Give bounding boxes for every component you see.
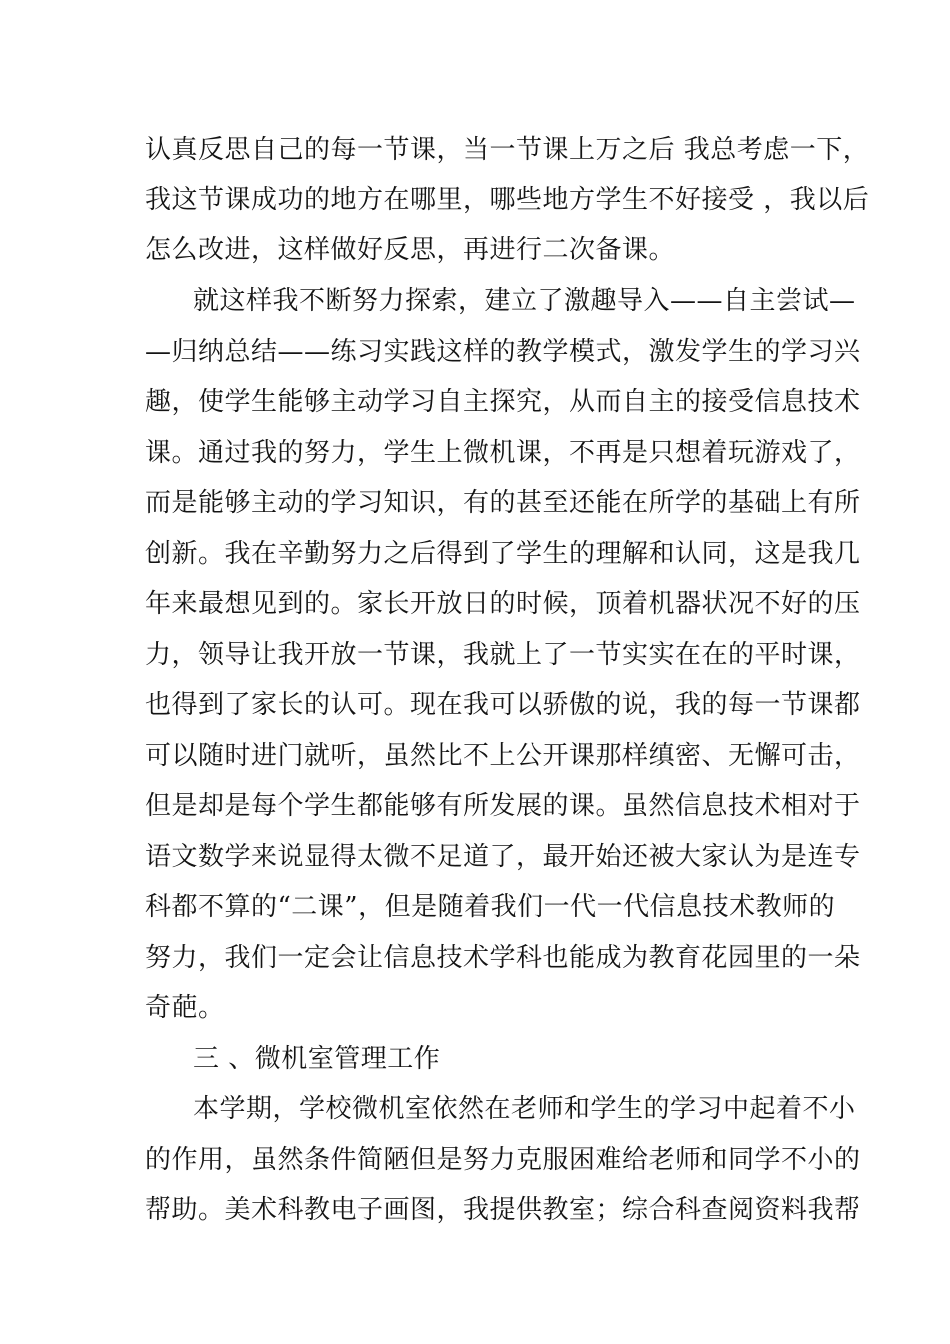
text-line: —归纳总结——练习实践这样的教学模式，激发学生的学习兴 [145,337,861,367]
text-line: 帮助。美术科教电子画图，我提供教室；综合科查阅资料我帮 [145,1195,861,1225]
text-line: 但是却是每个学生都能够有所发展的课。虽然信息技术相对于 [145,791,861,821]
text-line: 本学期，学校微机室依然在老师和学生的学习中起着不小 [193,1094,856,1124]
text-line: 语文数学来说显得太微不足道了，最开始还被大家认为是连专 [145,842,861,872]
text-line: 年来最想见到的。家长开放日的时候，顶着机器状况不好的压 [145,589,861,619]
text-line: 也得到了家长的认可。现在我可以骄傲的说，我的每一节课都 [145,690,861,720]
text-line: 课。通过我的努力，学生上微机课，不再是只想着玩游戏了， [145,438,861,468]
text-line: 奇葩。 [145,993,225,1023]
text-line: 我这节课成功的地方在哪里，哪些地方学生不好接受 ，我以后 [145,185,870,215]
text-line: 认真反思自己的每一节课，当一节课上万之后 我总考虑一下， [145,135,870,165]
text-line: 而是能够主动的学习知识，有的甚至还能在所学的基础上有所 [145,488,861,518]
text-line: 力，领导让我开放一节课，我就上了一节实实在在的平时课， [145,640,861,670]
text-line: 趣，使学生能够主动学习自主探究，从而自主的接受信息技术 [145,387,861,417]
section-heading: 三 、微机室管理工作 [193,1044,441,1074]
text-line: 就这样我不断努力探索，建立了激趣导入——自主尝试— [193,286,856,316]
text-line: 的作用，虽然条件简陋但是努力克服困难给老师和同学不小的 [145,1145,861,1175]
text-line: 努力，我们一定会让信息技术学科也能成为教育花园里的一朵 [145,943,861,973]
text-line: 科都不算的“二课”，但是随着我们一代一代信息技术教师的 [145,892,836,922]
text-line: 可以随时进门就听，虽然比不上公开课那样缜密、无懈可击， [145,741,861,771]
text-line: 怎么改进，这样做好反思，再进行二次备课。 [145,235,676,265]
text-line: 创新。我在辛勤努力之后得到了学生的理解和认同，这是我几 [145,539,861,569]
